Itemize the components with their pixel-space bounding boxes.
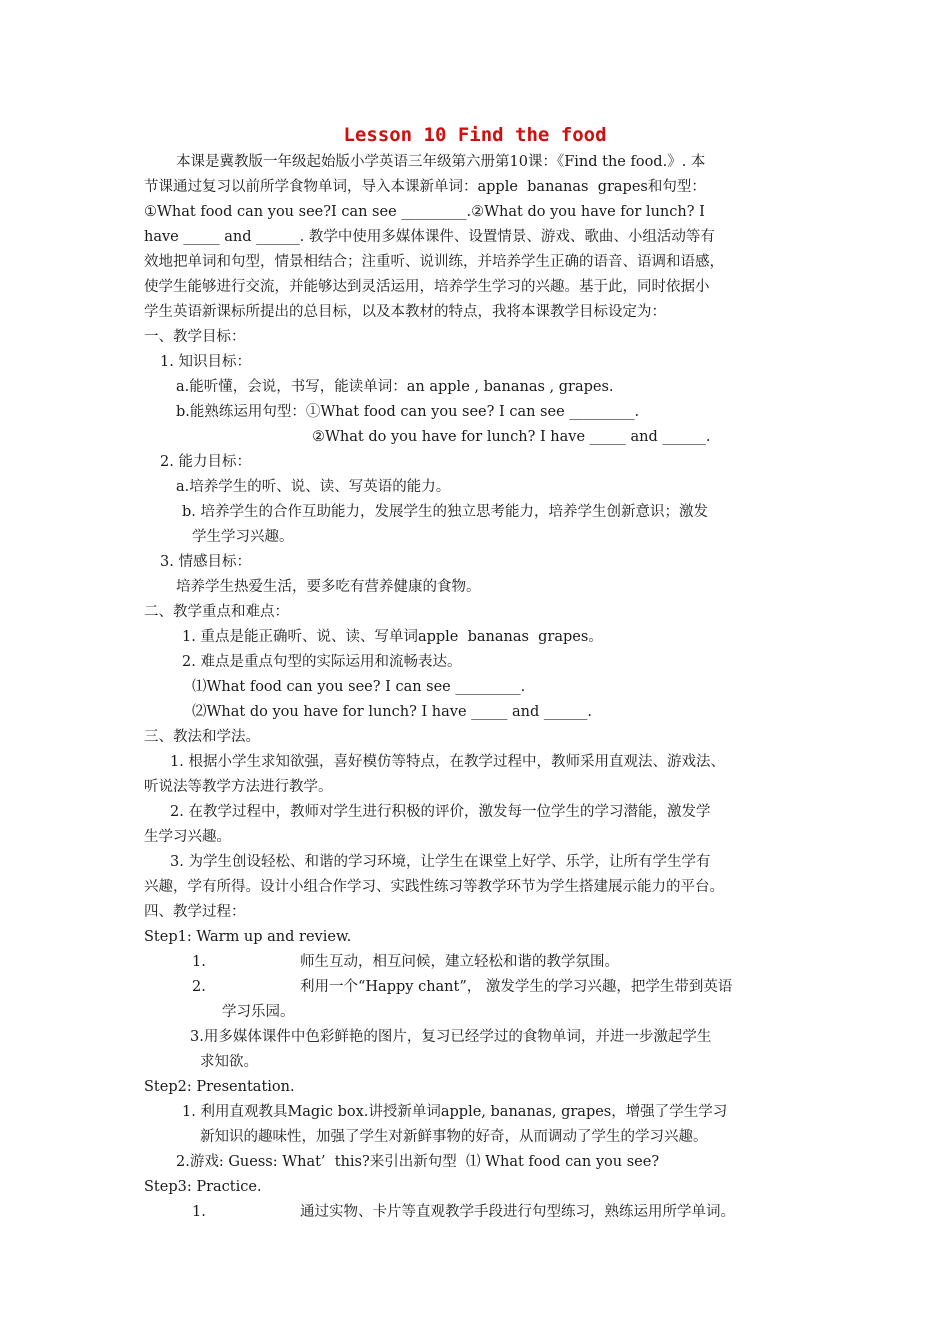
paragraph-line: 1. 根据小学生求知欲强，喜好模仿等特点，在教学过程中，教师采用直观法、游戏法、 xyxy=(170,754,725,770)
section-heading: 三、教法和学法。 xyxy=(144,729,260,745)
section-heading: 一、教学目标： xyxy=(144,329,246,345)
list-item: ②What do you have for lunch? I have _____ and ______. xyxy=(312,429,711,445)
list-item: 1. 重点是能正确听、说、读、写单词apple bananas grapes。 xyxy=(182,629,603,645)
step-item-number: 1. xyxy=(192,954,206,970)
paragraph-line: ①What food can you see?I can see _________.②What do you have for lunch? I xyxy=(144,204,705,220)
step-item-text: 通过实物、卡片等直观教学手段进行句型练习，熟练运用所学单词。 xyxy=(300,1204,735,1220)
step-item-text: 1. 利用直观教具Magic box.讲授新单词apple, bananas, grapes，增强了学生学习 xyxy=(182,1104,728,1120)
step-item-text: 利用一个“Happy chant”， 激发学生的学习兴趣，把学生带到英语 xyxy=(300,979,733,995)
paragraph-line: 效地把单词和句型，情景相结合；注重听、说训练，并培养学生正确的语音、语调和语感， xyxy=(144,254,724,270)
list-item: b.能熟练运用句型：①What food can you see? I can see _________. xyxy=(176,404,640,420)
subsection-heading: 2. 能力目标： xyxy=(160,454,251,470)
paragraph-line: 兴趣，学有所得。设计小组合作学习、实践性练习等教学环节为学生搭建展示能力的平台。 xyxy=(144,879,724,895)
paragraph-line: 节课通过复习以前所学食物单词，导入本课新单词：apple bananas grapes和句型： xyxy=(144,179,706,195)
subsection-heading: 3. 情感目标： xyxy=(160,554,251,570)
list-item: a.培养学生的听、说、读、写英语的能力。 xyxy=(176,479,451,495)
document-title: Lesson 10 Find the food xyxy=(343,124,607,146)
step-item-text: 求知欲。 xyxy=(200,1054,258,1070)
list-item: ⑴What food can you see? I can see _________. xyxy=(192,679,526,695)
step-item-text: 2.游戏: Guess: What’ this?来引出新句型 ⑴ What food can you see? xyxy=(176,1154,660,1170)
paragraph-line: 3. 为学生创设轻松、和谐的学习环境，让学生在课堂上好学、乐学，让所有学生学有 xyxy=(170,854,711,870)
list-item: 学生学习兴趣。 xyxy=(192,529,294,545)
list-item: ⑵What do you have for lunch? I have _____ and ______. xyxy=(192,704,593,720)
section-heading: 四、教学过程： xyxy=(144,904,246,920)
step-item-text: 新知识的趣味性，加强了学生对新鲜事物的好奇，从而调动了学生的学习兴趣。 xyxy=(200,1129,708,1145)
step-item-text: 3.用多媒体课件中色彩鲜艳的图片，复习已经学过的食物单词，并进一步激起学生 xyxy=(190,1029,712,1045)
list-item: 2. 难点是重点句型的实际运用和流畅表达。 xyxy=(182,654,462,670)
subsection-heading: 1. 知识目标： xyxy=(160,354,251,370)
paragraph-line: 听说法等教学方法进行教学。 xyxy=(144,779,333,795)
paragraph-line: 使学生能够进行交流，并能够达到灵活运用，培养学生学习的兴趣。基于此，同时依据小 xyxy=(144,279,710,295)
step-item-number: 2. xyxy=(192,979,206,995)
list-item: b. 培养学生的合作互助能力，发展学生的独立思考能力，培养学生创新意识；激发 xyxy=(182,504,708,520)
paragraph-line: 2. 在教学过程中，教师对学生进行积极的评价，激发每一位学生的学习潜能，激发学 xyxy=(170,804,711,820)
paragraph-line: have _____ and ______. 教学中使用多媒体课件、设置情景、游戏、歌曲、小组活动等有 xyxy=(144,229,715,245)
step-heading: Step1: Warm up and review. xyxy=(144,929,352,945)
step-item-text: 师生互动，相互问候，建立轻松和谐的教学氛围。 xyxy=(300,954,619,970)
step-item-text: 学习乐园。 xyxy=(222,1004,295,1020)
step-item-number: 1. xyxy=(192,1204,206,1220)
section-heading: 二、教学重点和难点： xyxy=(144,604,289,620)
step-heading: Step3: Practice. xyxy=(144,1179,262,1195)
list-item: a.能听懂，会说，书写，能读单词：an apple , bananas , grapes. xyxy=(176,379,614,395)
paragraph-line: 学生英语新课标所提出的总目标，以及本教材的特点，我将本课教学目标设定为： xyxy=(144,304,666,320)
paragraph-line: 生学习兴趣。 xyxy=(144,829,231,845)
step-heading: Step2: Presentation. xyxy=(144,1079,295,1095)
list-item: 培养学生热爱生活，要多吃有营养健康的食物。 xyxy=(176,579,481,595)
paragraph-line: 本课是冀教版一年级起始版小学英语三年级第六册第10课：《Find the food.》. 本 xyxy=(176,154,706,170)
